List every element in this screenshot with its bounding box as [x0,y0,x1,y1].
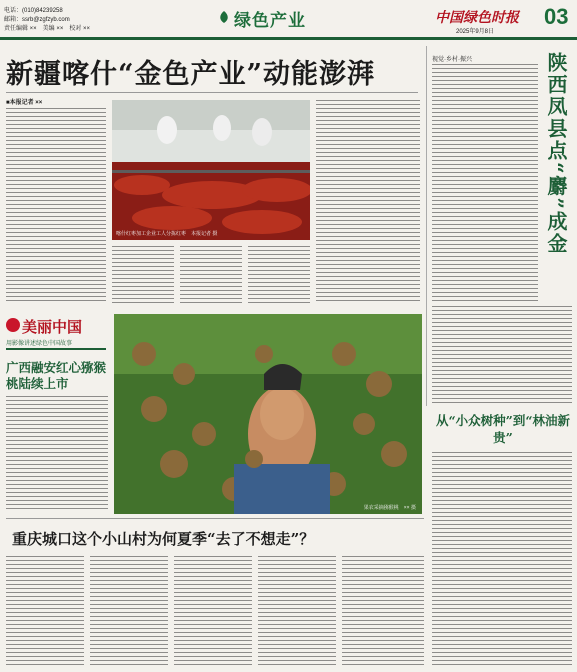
promo-tagline: 用影像讲述绿色中国故事 [6,341,73,347]
guangxi-photo [114,314,422,514]
lead-photo-caption: 喀什红枣加工企业工人分拣红枣 本报记者 摄 [116,231,218,237]
shaanxi-divider [426,46,427,406]
chongqing-body-1 [6,556,84,668]
promo-brand: 美丽中国 [22,318,83,336]
chongqing-top-rule [6,518,424,519]
forest-headline: 从“小众树种”到“林油新贵” [435,413,571,445]
lead-photo [112,100,310,240]
chongqing-body-5 [342,556,424,668]
shaanxi-kicker: 视觉·乡村·振兴 [432,57,472,63]
masthead-date: 2025年9月8日 [456,29,495,35]
guangxi-photo-caption: 果农采摘猕猴桃 ×× 摄 [363,505,416,511]
promo-banner [6,314,106,352]
section-leaf-icon [218,9,230,23]
chongqing-headline: 重庆城口这个小山村为何夏季“去了不想走”？ [12,530,315,548]
chongqing-body-4 [258,556,336,668]
masthead-editors: 责任编辑 ×× 美编 ×× 校对 ×× [4,26,91,32]
shaanxi-body-2 [432,306,572,406]
lead-headline: 新疆喀什“金色产业”动能澎湃 [6,59,376,90]
page-number: 03 [544,4,569,29]
chongqing-body-3 [174,556,252,668]
lead-body-column-1 [6,108,106,304]
masthead-rule [0,37,577,40]
masthead [0,0,577,36]
section-title: 绿色产业 [234,11,306,31]
promo-rule [6,348,106,350]
guangxi-body [6,396,108,512]
shaanxi-body-1 [432,64,538,302]
paper-name: 中国绿色时报 [435,10,519,26]
chongqing-body-2 [90,556,168,668]
lead-body-column-2a [112,246,174,304]
lead-body-column-2b [180,246,242,304]
forest-body [432,452,572,666]
lead-byline: ■本报记者 ×× [6,100,43,106]
masthead-email: 邮箱：ssrb@zgfzyb.com [4,17,70,23]
lead-body-column-3 [316,100,420,304]
lead-headline-rule [6,92,418,93]
shaanxi-headline: 陕西凤县点“麝”成金 [544,52,568,256]
promo-logo-icon [6,318,20,332]
guangxi-headline: 广西融安红心猕猴桃陆续上市 [6,360,107,391]
masthead-phone: 电话：(010)84239258 [4,8,63,14]
lead-body-column-2c [248,246,310,304]
